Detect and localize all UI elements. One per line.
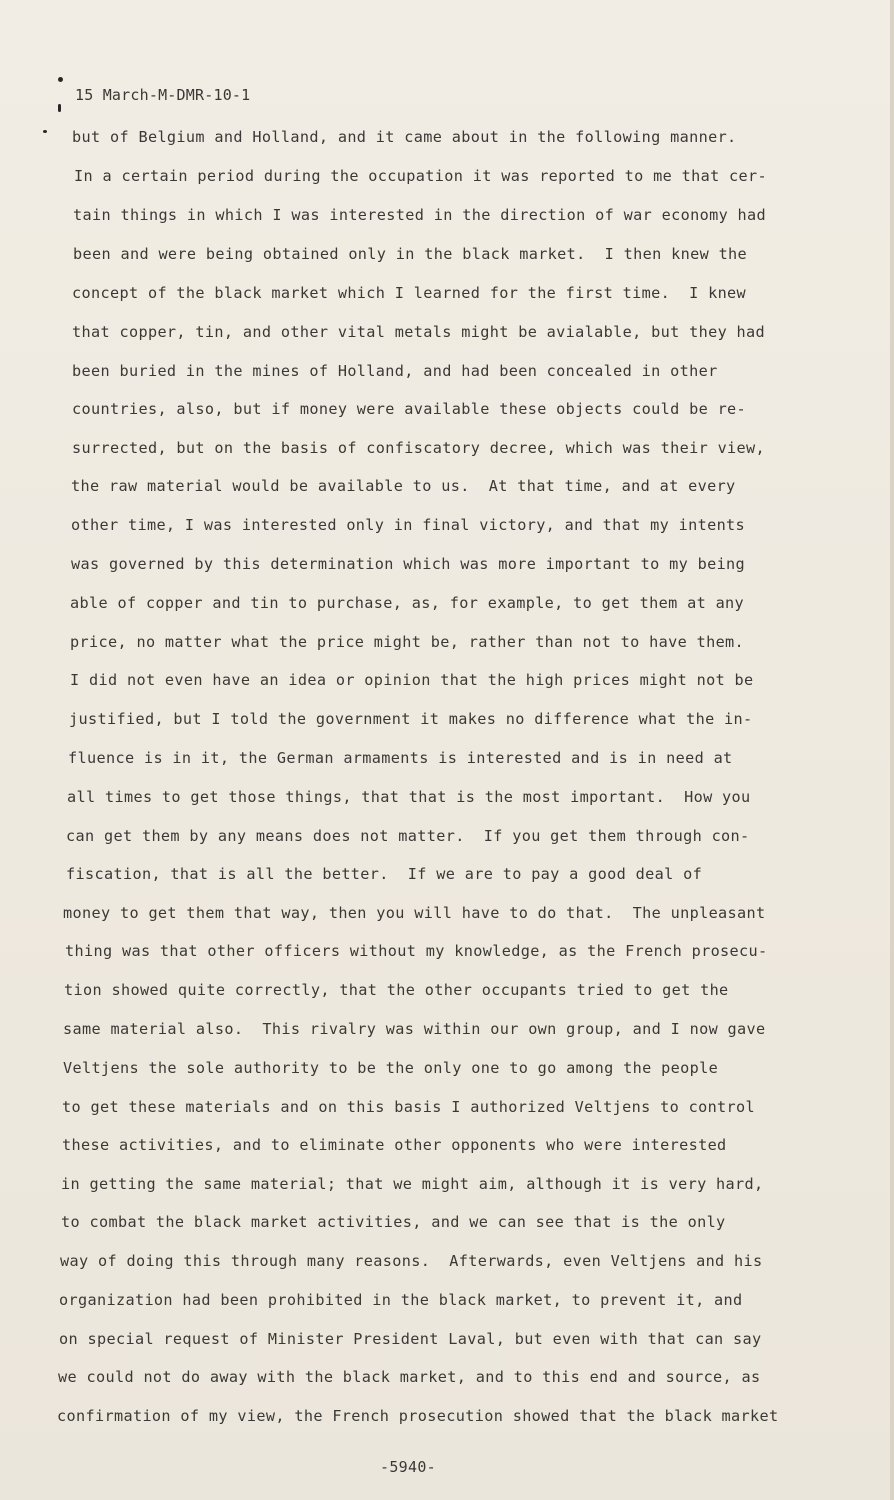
- text-line: fiscation, that is all the better. If we are to pay a good deal of: [66, 865, 703, 883]
- text-line: we could not do away with the black market, and to this end and source, as: [58, 1368, 761, 1386]
- text-line: but of Belgium and Holland, and it came about in the following manner.: [72, 128, 737, 146]
- text-line: Veltjens the sole authority to be the only one to go among the people: [63, 1059, 719, 1077]
- text-line: same material also. This rivalry was within our own group, and I now gave: [63, 1020, 766, 1038]
- text-line: all times to get those things, that that is the most important. How you: [67, 788, 751, 806]
- text-line: justified, but I told the government it makes no difference what the in-: [69, 710, 753, 728]
- text-line: other time, I was interested only in final victory, and that my intents: [71, 516, 746, 534]
- text-line: was governed by this determination which was more important to my being: [71, 555, 746, 573]
- text-line: the raw material would be available to us. At that time, and at every: [71, 477, 736, 495]
- text-line: countries, also, but if money were available these objects could be re-: [72, 400, 747, 418]
- text-line: price, no matter what the price might be, rather than not to have them.: [70, 633, 745, 651]
- text-line: money to get them that way, then you will have to do that. The unpleasant: [63, 904, 766, 922]
- text-line: in getting the same material; that we might aim, although it is very hard,: [61, 1175, 764, 1193]
- text-line: thing was that other officers without my knowledge, as the French prosecu-: [65, 942, 768, 960]
- text-line: to get these materials and on this basis I authorized Veltjens to control: [62, 1098, 756, 1116]
- text-line: surrected, but on the basis of confiscatory decree, which was their view,: [72, 439, 766, 457]
- text-line: tion showed quite correctly, that the other occupants tried to get the: [64, 981, 729, 999]
- text-line: way of doing this through many reasons. Afterwards, even Veltjens and his: [60, 1252, 763, 1270]
- text-line: In a certain period during the occupation it was reported to me that cer-: [74, 167, 768, 185]
- text-line: been and were being obtained only in the black market. I then knew the: [73, 245, 748, 263]
- text-line: confirmation of my view, the French prosecution showed that the black market: [57, 1407, 779, 1425]
- text-line: able of copper and tin to purchase, as, for example, to get them at any: [70, 594, 745, 612]
- text-line: that copper, tin, and other vital metals might be avialable, but they had: [72, 323, 766, 341]
- document-header: 15 March-M-DMR-10-1: [75, 86, 251, 104]
- text-line: been buried in the mines of Holland, and had been concealed in other: [72, 362, 718, 380]
- text-line: organization had been prohibited in the black market, to prevent it, and: [59, 1291, 743, 1309]
- text-line: can get them by any means does not matter. If you get them through con-: [66, 827, 750, 845]
- text-line: concept of the black market which I learned for the first time. I knew: [72, 284, 747, 302]
- text-line: tain things in which I was interested in the direction of war economy had: [73, 206, 767, 224]
- text-line: I did not even have an idea or opinion that the high prices might not be: [70, 671, 754, 689]
- page-number: -5940-: [380, 1458, 436, 1476]
- text-line: these activities, and to eliminate other opponents who were interested: [62, 1136, 727, 1154]
- text-line: to combat the black market activities, and we can see that is the only: [61, 1213, 726, 1231]
- text-line: on special request of Minister President Laval, but even with that can say: [59, 1330, 762, 1348]
- text-line: fluence is in it, the German armaments is interested and is in need at: [68, 749, 733, 767]
